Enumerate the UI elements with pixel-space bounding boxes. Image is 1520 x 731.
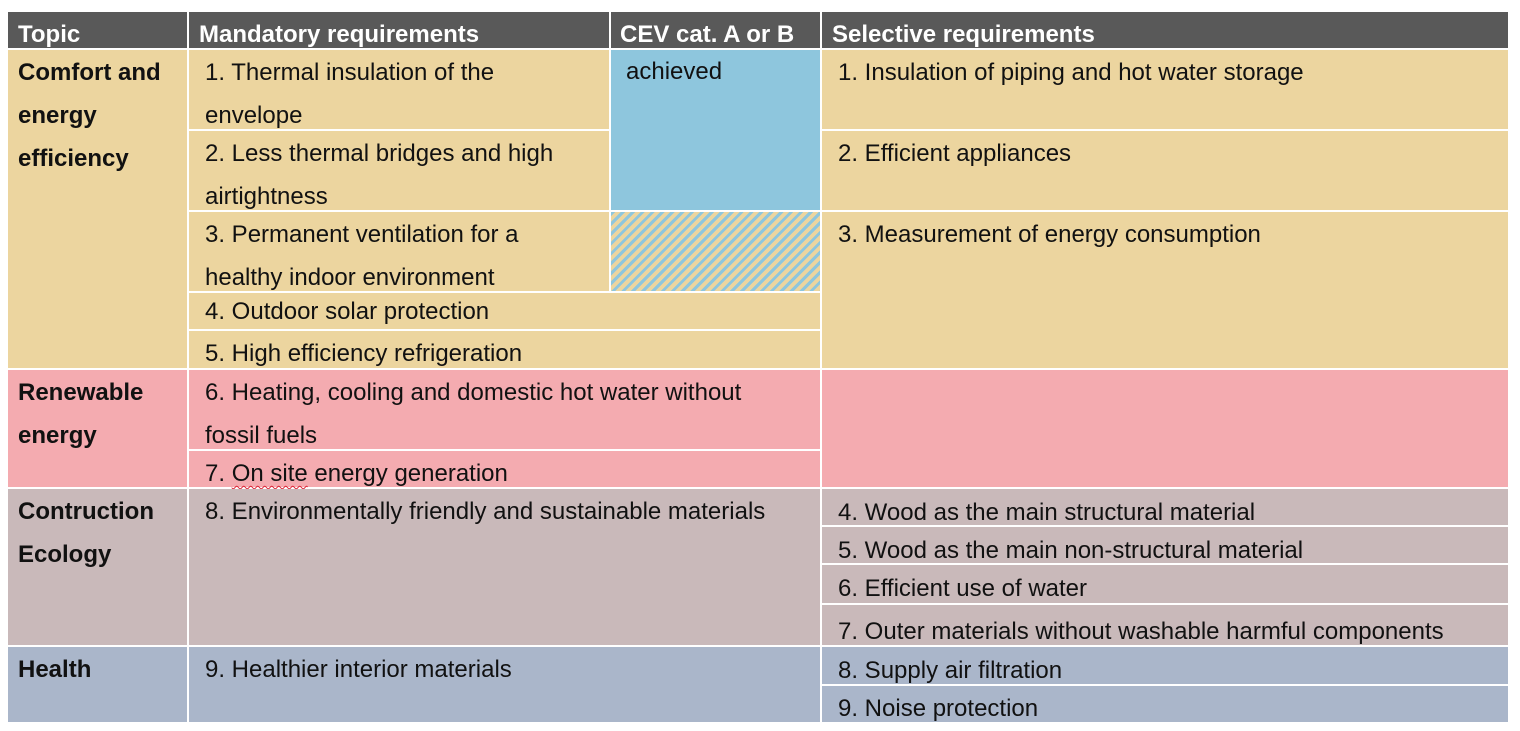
mandatory-item-2: 2. Less thermal bridges and high airtightness — [189, 131, 609, 210]
selective-item-5: 5. Wood as the main non-structural material — [822, 527, 1508, 563]
header-cev: CEV cat. A or B — [611, 12, 820, 48]
topic-comfort: Comfort and energy efficiency — [8, 50, 187, 368]
cev-achieved-cell: achieved — [611, 50, 820, 210]
mandatory-item-7 — [189, 451, 820, 487]
selective-item-7: 7. Outer materials without washable harmful components — [822, 605, 1508, 645]
mandatory-item-5: 5. High efficiency refrigeration — [189, 331, 820, 368]
selective-renewable-empty — [822, 370, 1508, 487]
mandatory-item-7-underlined: On site — [231, 460, 308, 487]
cev-partial-hatched-cell — [611, 212, 820, 291]
header-selective: Selective requirements — [822, 12, 1508, 48]
topic-construction: Contruction Ecology — [8, 489, 187, 645]
selective-item-4: 4. Wood as the main structural material — [822, 489, 1508, 525]
mandatory-item-6: 6. Heating, cooling and domestic hot water without fossil fuels — [189, 370, 820, 449]
mandatory-item-9: 9. Healthier interior materials — [189, 647, 820, 722]
selective-item-6: 6. Efficient use of water — [822, 565, 1508, 603]
topic-health: Health — [8, 647, 187, 722]
selective-item-1: 1. Insulation of piping and hot water storage — [822, 50, 1508, 129]
mandatory-item-1: 1. Thermal insulation of the envelope — [189, 50, 609, 129]
mandatory-item-7-suffix: energy generation — [307, 460, 508, 487]
topic-renewable: Renewable energy — [8, 370, 187, 487]
mandatory-item-7-prefix: 7. — [205, 460, 232, 487]
mandatory-item-4: 4. Outdoor solar protection — [189, 293, 820, 329]
mandatory-item-3: 3. Permanent ventilation for a healthy indoor environment — [189, 212, 609, 291]
selective-item-8: 8. Supply air filtration — [822, 647, 1508, 684]
mandatory-item-8: 8. Environmentally friendly and sustainable materials — [189, 489, 820, 645]
selective-item-9: 9. Noise protection — [822, 686, 1508, 722]
header-topic: Topic — [8, 12, 187, 48]
selective-item-2: 2. Efficient appliances — [822, 131, 1508, 210]
header-mandatory: Mandatory requirements — [189, 12, 609, 48]
selective-item-3: 3. Measurement of energy consumption — [822, 212, 1508, 368]
